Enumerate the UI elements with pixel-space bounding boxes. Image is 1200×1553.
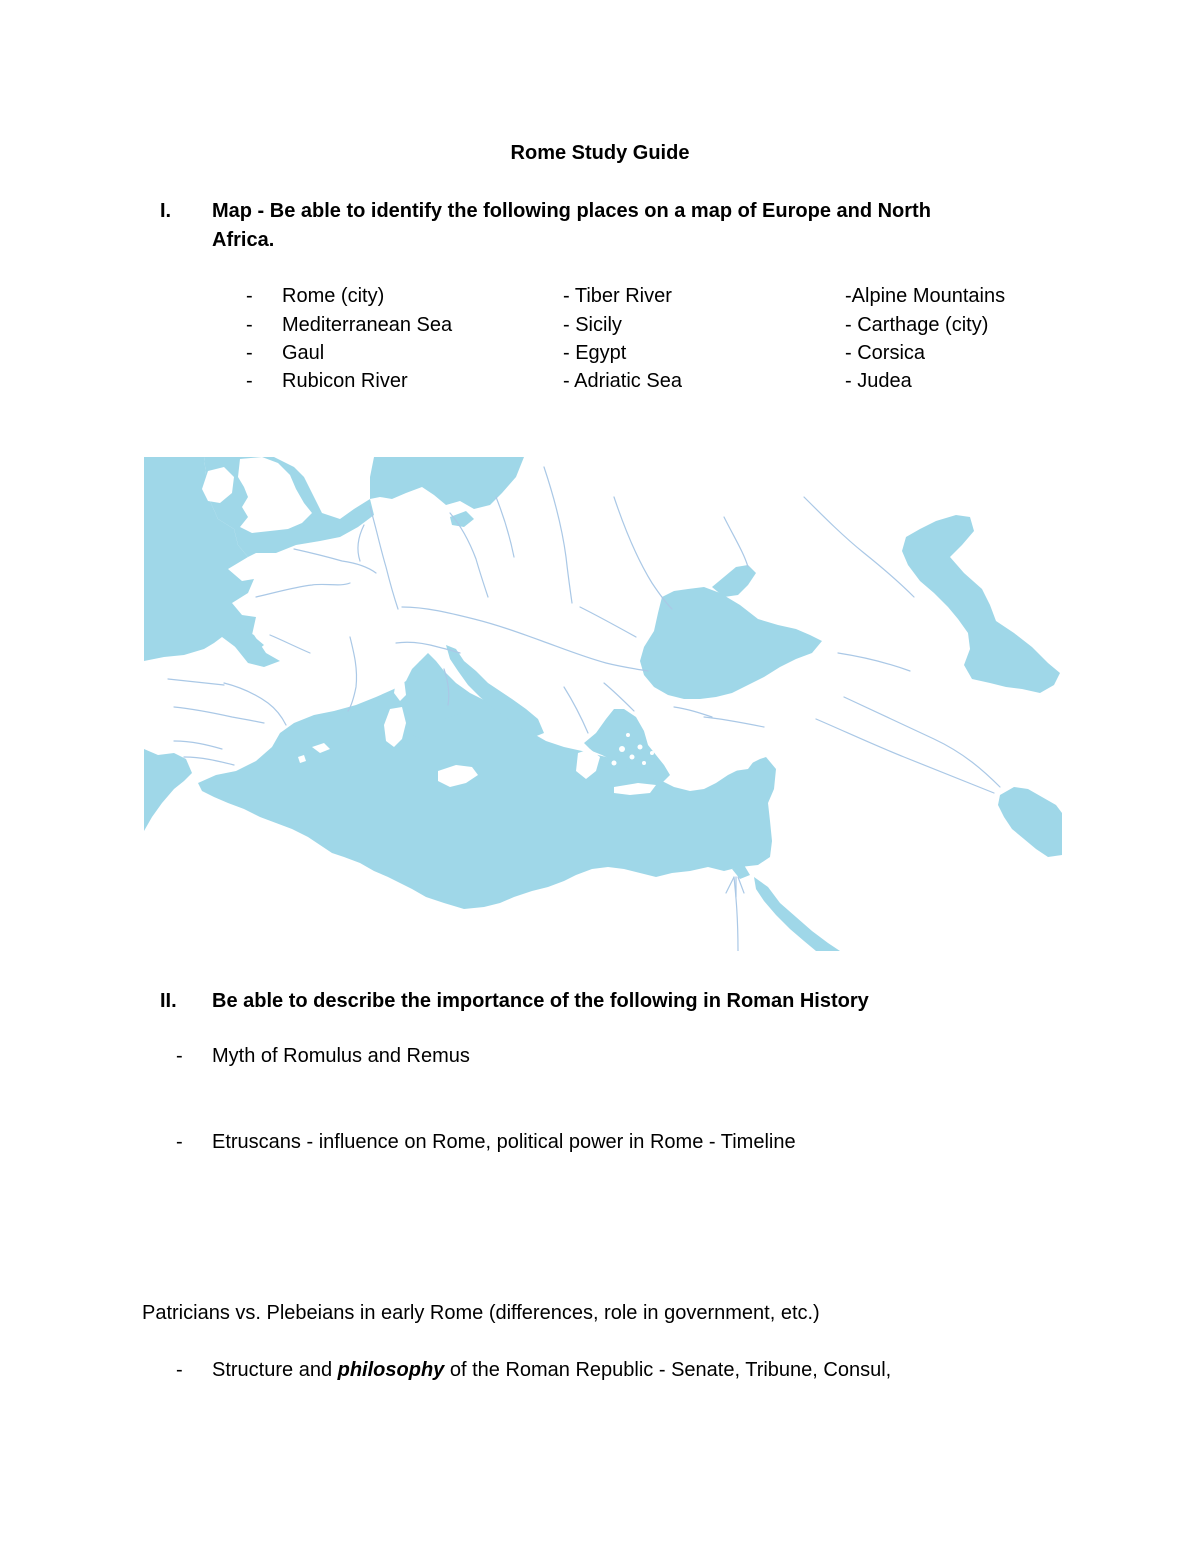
aegean-island (626, 733, 630, 737)
place-gaul: Gaul (282, 342, 325, 364)
place-dash: - (246, 285, 253, 307)
place-dash: - (246, 314, 253, 336)
place-judea: - Judea (845, 370, 912, 392)
section-2-numeral: II. (160, 990, 177, 1012)
item-roman-republic (212, 1359, 891, 1382)
place-rubicon: Rubicon River (282, 370, 408, 392)
section-2-heading: Be able to describe the importance of the following in Roman History (212, 990, 869, 1012)
aegean-island (612, 761, 617, 766)
item-etruscans: Etruscans - influence on Rome, political power in Rome - Timeline (212, 1131, 796, 1153)
section-1-heading-line1: Map - Be able to identify the following places on a map of Europe and North (212, 200, 931, 222)
item-romulus-remus: Myth of Romulus and Remus (212, 1045, 470, 1067)
item-dash: - (176, 1045, 183, 1067)
place-mediterranean: Mediterranean Sea (282, 314, 453, 336)
aegean-island (650, 751, 654, 755)
place-adriatic: - Adriatic Sea (563, 370, 682, 392)
section-1-heading-line2: Africa. (212, 229, 275, 251)
place-alpine: -Alpine Mountains (845, 285, 1006, 307)
philosophy-emphasis: philosophy (337, 1359, 445, 1381)
place-carthage: - Carthage (city) (845, 314, 989, 336)
section-1-numeral: I. (160, 200, 172, 222)
item-roman-republic-after: of the Roman Republic - Senate, Tribune, Consul, (444, 1359, 892, 1381)
item-dash: - (176, 1131, 183, 1153)
aegean-island (638, 745, 643, 750)
item-roman-republic-before: Structure and (212, 1359, 338, 1381)
place-dash: - (246, 370, 253, 392)
aegean-island (619, 746, 625, 752)
place-dash: - (246, 342, 253, 364)
place-egypt: - Egypt (563, 342, 627, 364)
place-tiber: - Tiber River (563, 285, 672, 307)
page-title: Rome Study Guide (510, 142, 690, 164)
place-rome: Rome (city) (282, 285, 385, 307)
aegean-island (642, 761, 646, 765)
item-dash: - (176, 1359, 183, 1381)
place-corsica: - Corsica (845, 342, 926, 364)
aegean-island (630, 755, 635, 760)
patricians-plebeians-line: Patricians vs. Plebeians in early Rome (differences, role in government, etc.) (142, 1302, 820, 1324)
place-sicily: - Sicily (563, 314, 622, 336)
mediterranean-map (144, 457, 1062, 951)
